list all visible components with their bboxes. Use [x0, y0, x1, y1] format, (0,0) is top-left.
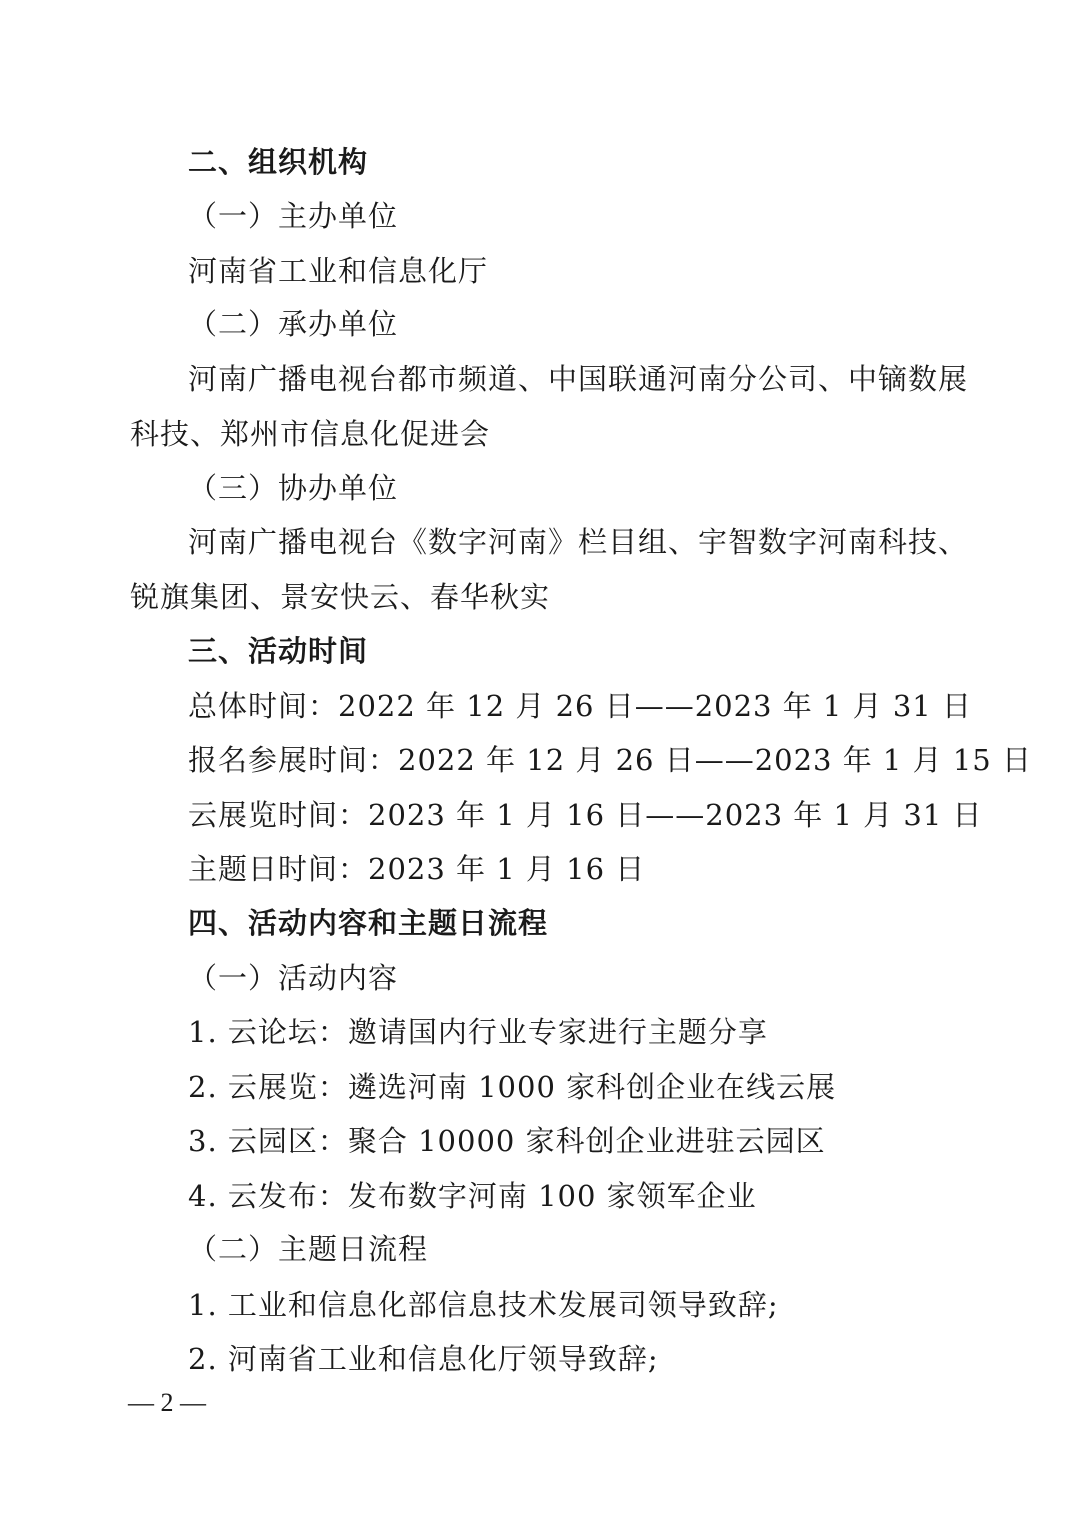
list-item: 1. 云论坛：邀请国内行业专家进行主题分享 [188, 1015, 768, 1049]
paragraph-coorganizer-line2: 锐旗集团、景安快云、春华秋实 [130, 580, 551, 614]
section-heading-time: 三、活动时间 [188, 634, 369, 668]
subheading-host: （一）主办单位 [188, 199, 399, 233]
list-item: 2. 云展览：遴选河南 1000 家科创企业在线云展 [188, 1070, 837, 1104]
time-theme-day: 主题日时间：2023 年 1 月 16 日 [188, 852, 646, 886]
subheading-flow: （二）主题日流程 [188, 1232, 429, 1266]
page-number: — 2 — [128, 1388, 206, 1417]
section-heading-content: 四、活动内容和主题日流程 [188, 906, 549, 940]
paragraph-organizer-line2: 科技、郑州市信息化促进会 [130, 417, 491, 451]
paragraph-host: 河南省工业和信息化厅 [188, 254, 489, 288]
paragraph-organizer-line1: 河南广播电视台都市频道、中国联通河南分公司、中镝数展 [188, 362, 969, 396]
time-cloud-expo: 云展览时间：2023 年 1 月 16 日——2023 年 1 月 31 日 [188, 798, 983, 832]
subheading-activity: （一）活动内容 [188, 961, 399, 995]
subheading-coorganizer: （三）协办单位 [188, 471, 399, 505]
subheading-organizer: （二）承办单位 [188, 307, 399, 341]
flow-item: 1. 工业和信息化部信息技术发展司领导致辞; [188, 1288, 779, 1322]
list-item: 4. 云发布：发布数字河南 100 家领军企业 [188, 1179, 757, 1213]
section-heading-organization: 二、组织机构 [188, 145, 369, 179]
time-overall: 总体时间：2022 年 12 月 26 日——2023 年 1 月 31 日 [188, 689, 972, 723]
flow-item: 2. 河南省工业和信息化厅领导致辞; [188, 1342, 659, 1376]
paragraph-coorganizer-line1: 河南广播电视台《数字河南》栏目组、宇智数字河南科技、 [188, 525, 969, 559]
time-registration: 报名参展时间：2022 年 12 月 26 日——2023 年 1 月 15 日 [188, 743, 1032, 777]
list-item: 3. 云园区：聚合 10000 家科创企业进驻云园区 [188, 1124, 826, 1158]
